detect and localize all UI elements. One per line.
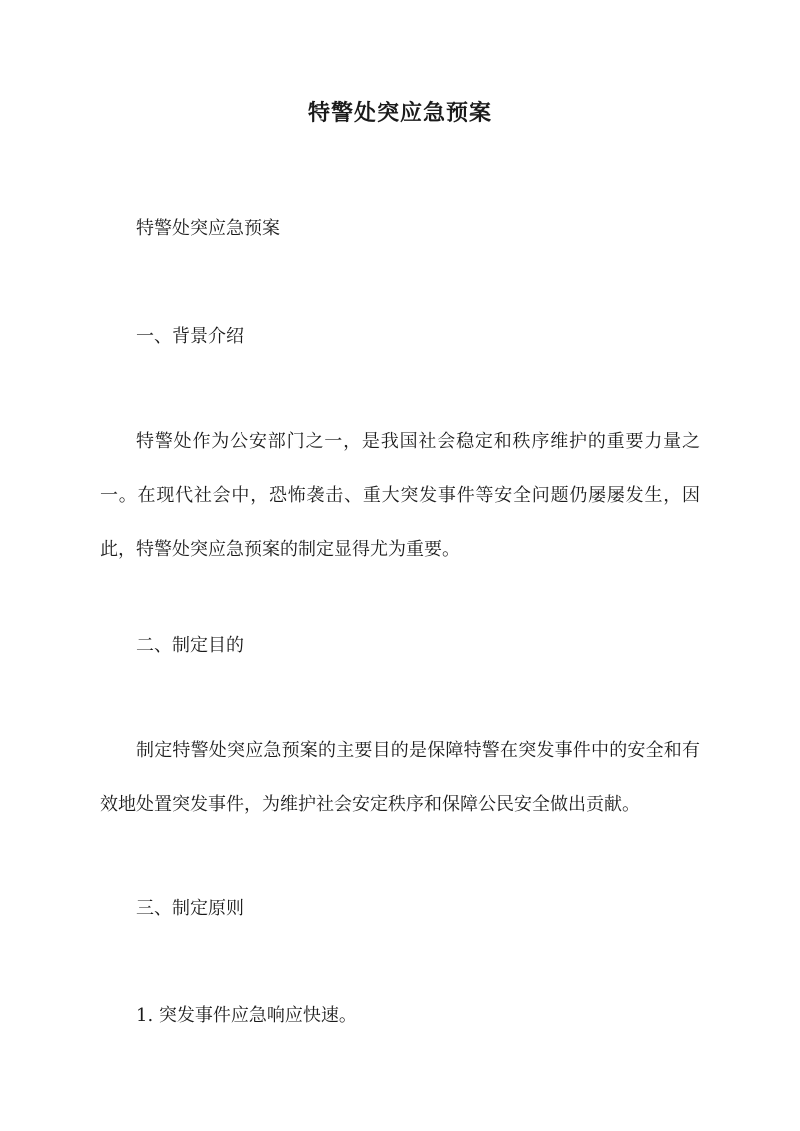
section-heading-principles: 三、制定原则 [136,898,244,919]
list-item: 1. 突发事件应急响应快速。 [136,1005,357,1026]
section-heading-purpose: 二、制定目的 [136,635,244,656]
paragraph-background: 特警处作为公安部门之一，是我国社会稳定和秩序维护的重要力量之一。在现代社会中，恐怖袭击、重大突发事件等安全问题仍屡屡发生，因此，特警处突应急预案的制定显得尤为重要。 [100,431,700,560]
section-heading-background: 一、背景介绍 [136,326,244,347]
document-title: 特警处突应急预案 [307,100,492,126]
paragraph-purpose: 制定特警处突应急预案的主要目的是保障特警在突发事件中的安全和有效地处置突发事件，为维护社会安定秩序和保障公民安全做出贡献。 [100,740,700,815]
document-subtitle: 特警处突应急预案 [136,218,280,239]
